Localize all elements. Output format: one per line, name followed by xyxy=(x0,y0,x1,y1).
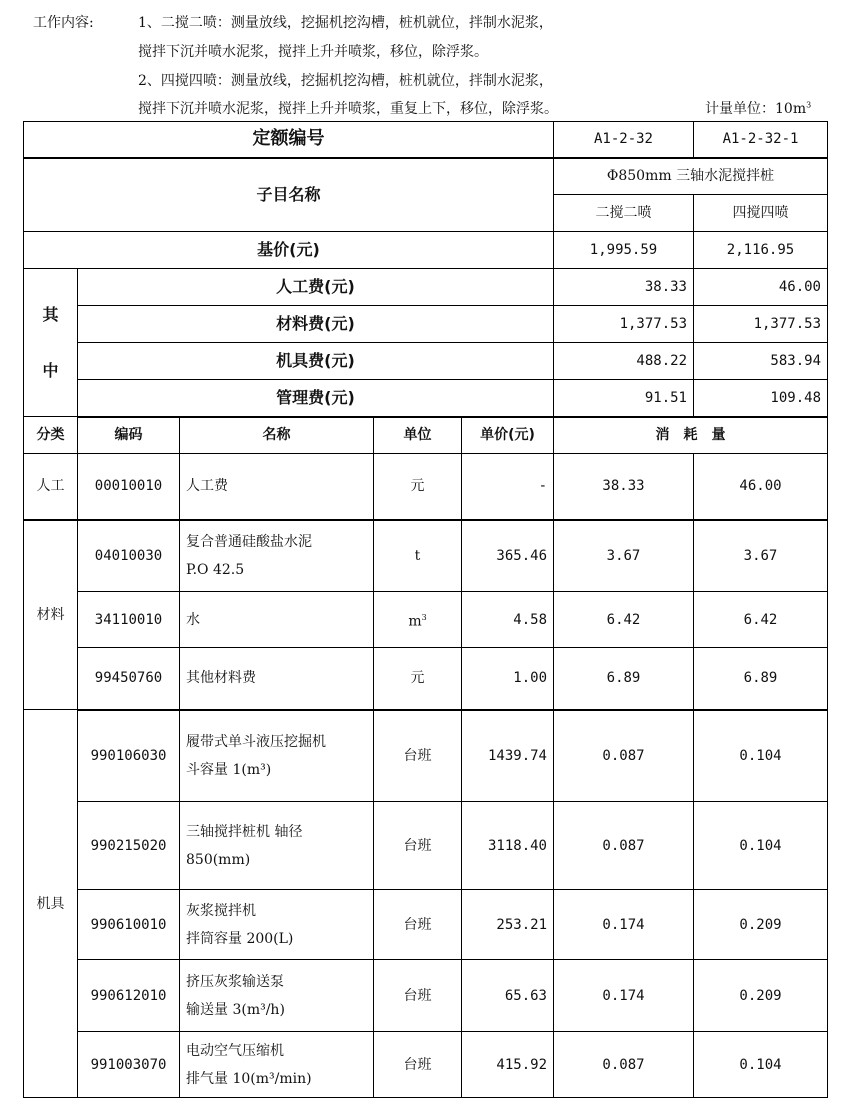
item-code: 99450760 xyxy=(78,648,180,710)
item-consumption-1: 0.174 xyxy=(554,890,694,960)
work-line-4: 搅拌下沉并喷水泥浆，搅拌上升并喷浆，重复上下，移位，除浮浆。 xyxy=(138,101,558,117)
table-row xyxy=(24,592,828,648)
item-price: 4.58 xyxy=(462,592,554,648)
item-consumption-2: 0.104 xyxy=(694,710,828,802)
item-price: 415.92 xyxy=(462,1032,554,1098)
item-consumption-2: 6.42 xyxy=(694,592,828,648)
item-name: 电动空气压缩机 排气量 10(m³/min) xyxy=(180,1032,374,1098)
item-unit: 台班 xyxy=(374,960,462,1032)
table-row xyxy=(24,960,828,1032)
work-line-3: 2、四搅四喷：测量放线，挖掘机挖沟槽，桩机就位，拌制水泥浆， xyxy=(138,73,553,89)
base-price-label: 基价(元) xyxy=(24,232,554,269)
item-name: 三轴搅拌桩机 轴径 850(mm) xyxy=(180,802,374,890)
item-consumption-1: 0.174 xyxy=(554,960,694,1032)
work-content-label: 工作内容: xyxy=(33,15,94,31)
item-price: - xyxy=(462,454,554,520)
of-which-char-1: 其 xyxy=(42,304,59,324)
category-machines: 机具 xyxy=(24,710,78,1098)
of-which-char-2: 中 xyxy=(42,360,59,380)
item-unit: 元 xyxy=(374,648,462,710)
item-consumption-2: 0.209 xyxy=(694,890,828,960)
management-cost-label: 管理费(元) xyxy=(78,380,554,417)
item-consumption-1: 38.33 xyxy=(554,454,694,520)
item-consumption-2: 46.00 xyxy=(694,454,828,520)
table-row xyxy=(24,802,828,890)
item-consumption-2: 0.104 xyxy=(694,1032,828,1098)
item-code: 990215020 xyxy=(78,802,180,890)
machine-cost-2: 583.94 xyxy=(694,343,828,380)
item-consumption-1: 0.087 xyxy=(554,802,694,890)
management-cost-1: 91.51 xyxy=(554,380,694,417)
material-cost-2: 1,377.53 xyxy=(694,306,828,343)
item-code: 991003070 xyxy=(78,1032,180,1098)
quota-code-1: A1-2-32 xyxy=(554,122,694,158)
table-row xyxy=(24,1032,828,1098)
table-row xyxy=(24,454,828,520)
item-consumption-2: 6.89 xyxy=(694,648,828,710)
item-name: 挤压灰浆输送泵 输送量 3(m³/h) xyxy=(180,960,374,1032)
item-unit: 台班 xyxy=(374,890,462,960)
table-row xyxy=(24,648,828,710)
machine-cost-label: 机具费(元) xyxy=(78,343,554,380)
item-unit: 台班 xyxy=(374,710,462,802)
base-price-1: 1,995.59 xyxy=(554,232,694,269)
item-code: 990612010 xyxy=(78,960,180,1032)
of-which-label xyxy=(24,269,78,417)
item-consumption-1: 3.67 xyxy=(554,520,694,592)
col-price: 单价(元) xyxy=(462,417,554,454)
item-name: 复合普通硅酸盐水泥 P.O 42.5 xyxy=(180,520,374,592)
subname-2: 四搅四喷 xyxy=(694,195,828,232)
item-price: 65.63 xyxy=(462,960,554,1032)
table-row xyxy=(24,710,828,802)
table-row xyxy=(24,520,828,592)
subitem-name-label: 子目名称 xyxy=(24,158,554,232)
item-unit: $m^3$ xyxy=(374,592,462,648)
item-price: 365.46 xyxy=(462,520,554,592)
category-materials: 材料 xyxy=(24,520,78,710)
item-consumption-2: 0.209 xyxy=(694,960,828,1032)
machine-cost-1: 488.22 xyxy=(554,343,694,380)
item-name: 履带式单斗液压挖掘机 斗容量 1(m³) xyxy=(180,710,374,802)
col-unit: 单位 xyxy=(374,417,462,454)
item-unit: 台班 xyxy=(374,1032,462,1098)
category-labor: 人工 xyxy=(24,454,78,520)
labor-cost-1: 38.33 xyxy=(554,269,694,306)
item-consumption-2: 3.67 xyxy=(694,520,828,592)
subname-1: 二搅二喷 xyxy=(554,195,694,232)
item-code: 34110010 xyxy=(78,592,180,648)
item-consumption-1: 6.42 xyxy=(554,592,694,648)
work-line-1: 1、二搅二喷：测量放线，挖掘机挖沟槽，桩机就位，拌制水泥浆， xyxy=(138,15,553,31)
quota-table xyxy=(23,121,828,1098)
item-price: 3118.40 xyxy=(462,802,554,890)
item-price: 253.21 xyxy=(462,890,554,960)
item-name: 其他材料费 xyxy=(180,648,374,710)
item-consumption-2: 0.104 xyxy=(694,802,828,890)
material-cost-1: 1,377.53 xyxy=(554,306,694,343)
item-consumption-1: 0.087 xyxy=(554,1032,694,1098)
col-name: 名称 xyxy=(180,417,374,454)
item-name: 灰浆搅拌机 拌筒容量 200(L) xyxy=(180,890,374,960)
base-price-2: 2,116.95 xyxy=(694,232,828,269)
labor-cost-label: 人工费(元) xyxy=(78,269,554,306)
quota-number-label: 定额编号 xyxy=(24,122,554,158)
item-code: 04010030 xyxy=(78,520,180,592)
item-name: 人工费 xyxy=(180,454,374,520)
item-code: 990610010 xyxy=(78,890,180,960)
work-line-2: 搅拌下沉并喷水泥浆，搅拌上升并喷浆，移位，除浮浆。 xyxy=(138,44,488,60)
item-unit: t xyxy=(374,520,462,592)
item-price: 1439.74 xyxy=(462,710,554,802)
col-category: 分类 xyxy=(24,417,78,454)
item-price: 1.00 xyxy=(462,648,554,710)
material-cost-label: 材料费(元) xyxy=(78,306,554,343)
pile-group-name: Φ850mm 三轴水泥搅拌桩 xyxy=(554,158,828,195)
item-unit: 元 xyxy=(374,454,462,520)
col-consumption: 消 耗 量 xyxy=(554,417,828,454)
item-code: 990106030 xyxy=(78,710,180,802)
measure-unit: 计量单位：$10m^3$ xyxy=(705,100,812,117)
col-code: 编码 xyxy=(78,417,180,454)
item-consumption-1: 6.89 xyxy=(554,648,694,710)
item-unit: 台班 xyxy=(374,802,462,890)
quota-code-2: A1-2-32-1 xyxy=(694,122,828,158)
labor-cost-2: 46.00 xyxy=(694,269,828,306)
work-content-header xyxy=(0,0,844,120)
item-code: 00010010 xyxy=(78,454,180,520)
item-name: 水 xyxy=(180,592,374,648)
management-cost-2: 109.48 xyxy=(694,380,828,417)
table-row xyxy=(24,890,828,960)
item-consumption-1: 0.087 xyxy=(554,710,694,802)
